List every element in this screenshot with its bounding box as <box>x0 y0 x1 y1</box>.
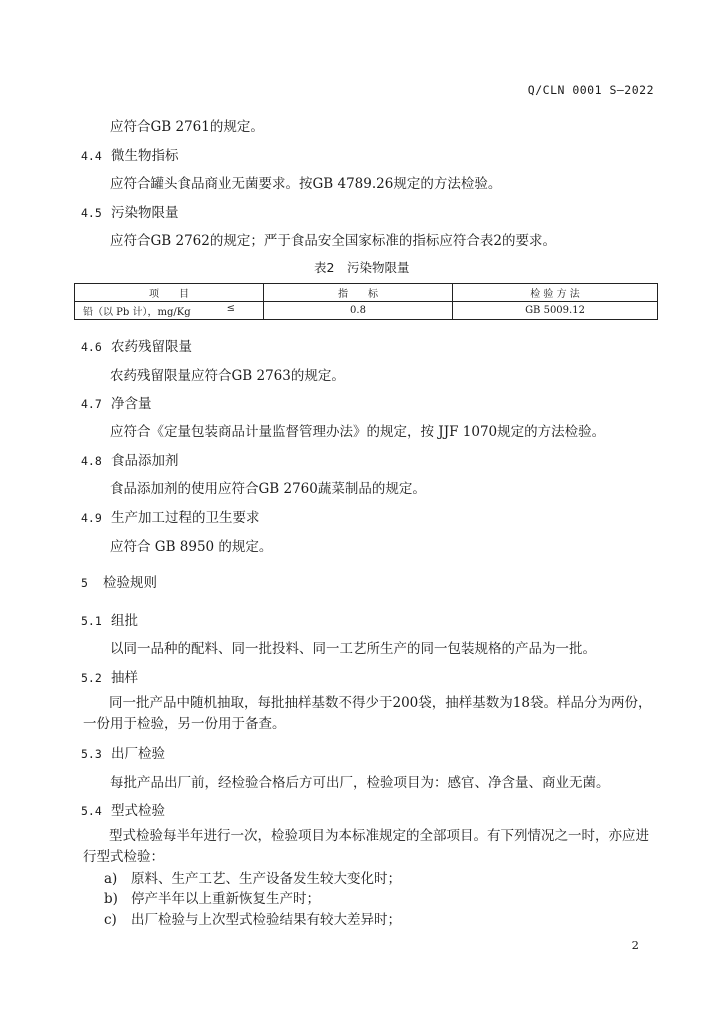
section-title: 出厂检验 <box>111 746 165 762</box>
section-heading-4-7 <box>81 392 152 412</box>
list-item <box>104 887 320 907</box>
pollutant-limits-table <box>74 283 658 320</box>
paragraph: 应符合GB 2761的规定。 <box>110 119 264 135</box>
list-marker: b) <box>104 891 118 907</box>
paragraph: 每批产品出厂前，经检验合格后方可出厂，检验项目为：感官、净含量、商业无菌。 <box>110 775 610 791</box>
section-heading-4-4 <box>81 144 179 164</box>
list-text: 出厂检验与上次型式检验结果有较大差异时； <box>131 912 401 928</box>
section-heading-4-8 <box>81 449 179 469</box>
section-number: 5.3 <box>81 747 102 761</box>
section-title: 污染物限量 <box>111 205 179 221</box>
section-title: 农药残留限量 <box>111 339 192 355</box>
section-heading-5-4 <box>81 799 165 819</box>
table-cell-method: GB 5009.12 <box>453 302 658 320</box>
paragraph: 型式检验每半年进行一次，检验项目为本标准规定的全部项目。有下列情况之一时，亦应进行型式检验： <box>83 828 649 865</box>
paragraph: 应符合罐头食品商业无菌要求。按GB 4789.26规定的方法检验。 <box>110 176 502 192</box>
comparison-symbol: ≤ <box>226 303 235 314</box>
section-title: 组批 <box>111 613 138 629</box>
section-number: 5.2 <box>81 671 102 685</box>
section-heading-4-5 <box>81 201 179 221</box>
paragraph: 以同一品种的配料、同一批投料、同一工艺所生产的同一包装规格的产品为一批。 <box>110 641 596 657</box>
section-heading-5-1 <box>81 609 138 629</box>
paragraph: 农药残留限量应符合GB 2763的规定。 <box>110 368 345 384</box>
section-title: 型式检验 <box>111 803 165 819</box>
page-number: 2 <box>631 938 639 952</box>
section-title: 食品添加剂 <box>111 453 179 469</box>
list-text: 原料、生产工艺、生产设备发生较大变化时； <box>131 871 401 887</box>
section-number: 5.1 <box>81 614 102 628</box>
list-text: 停产半年以上重新恢复生产时； <box>131 891 320 907</box>
section-heading-5-2 <box>81 666 138 686</box>
paragraph: 应符合《定量包装商品计量监督管理办法》的规定，按 JJF 1070规定的方法检验。 <box>110 424 606 440</box>
table-cell-item <box>75 302 264 320</box>
item-name: 铅（以 Pb 计），mg/Kg <box>83 307 191 318</box>
list-marker: c) <box>104 912 117 928</box>
section-number: 4.7 <box>81 397 102 411</box>
document-code: Q/CLN 0001 S—2022 <box>527 83 654 97</box>
section-number: 5.4 <box>81 804 102 818</box>
section-number: 4.6 <box>81 340 102 354</box>
section-heading-4-6 <box>81 335 192 355</box>
list-item <box>104 867 401 887</box>
table-row <box>75 302 658 320</box>
section-number: 5 <box>81 576 88 590</box>
section-title: 微生物指标 <box>111 148 179 164</box>
paragraph: 应符合GB 2762的规定；严于食品安全国家标准的指标应符合表2的要求。 <box>110 233 556 249</box>
section-title: 净含量 <box>111 396 152 412</box>
table-caption: 表2 污染物限量 <box>314 260 410 275</box>
section-title: 检验规则 <box>103 575 157 591</box>
table-header-cell: 检 验 方 法 <box>453 284 658 302</box>
list-marker: a) <box>104 871 118 887</box>
table-cell-value: 0.8 <box>264 302 453 320</box>
section-heading-5-3 <box>81 742 165 762</box>
paragraph: 同一批产品中随机抽取，每批抽样基数不得少于200袋，抽样基数为18袋。样品分为两份，一份用于检验，另一份用于备查。 <box>83 695 652 732</box>
table-header-row <box>75 284 658 302</box>
table-header-cell: 指 标 <box>264 284 453 302</box>
section-number: 4.9 <box>81 511 102 525</box>
section-heading-4-9 <box>81 506 260 526</box>
section-number: 4.8 <box>81 454 102 468</box>
list-item <box>104 908 401 928</box>
paragraph: 应符合 GB 8950 的规定。 <box>110 539 273 555</box>
section-title: 生产加工过程的卫生要求 <box>111 510 260 526</box>
section-heading-5 <box>81 571 157 591</box>
section-number: 4.5 <box>81 206 102 220</box>
table-header-cell: 项 目 <box>75 284 264 302</box>
section-number: 4.4 <box>81 149 102 163</box>
paragraph: 食品添加剂的使用应符合GB 2760蔬菜制品的规定。 <box>110 481 426 497</box>
section-title: 抽样 <box>111 670 138 686</box>
